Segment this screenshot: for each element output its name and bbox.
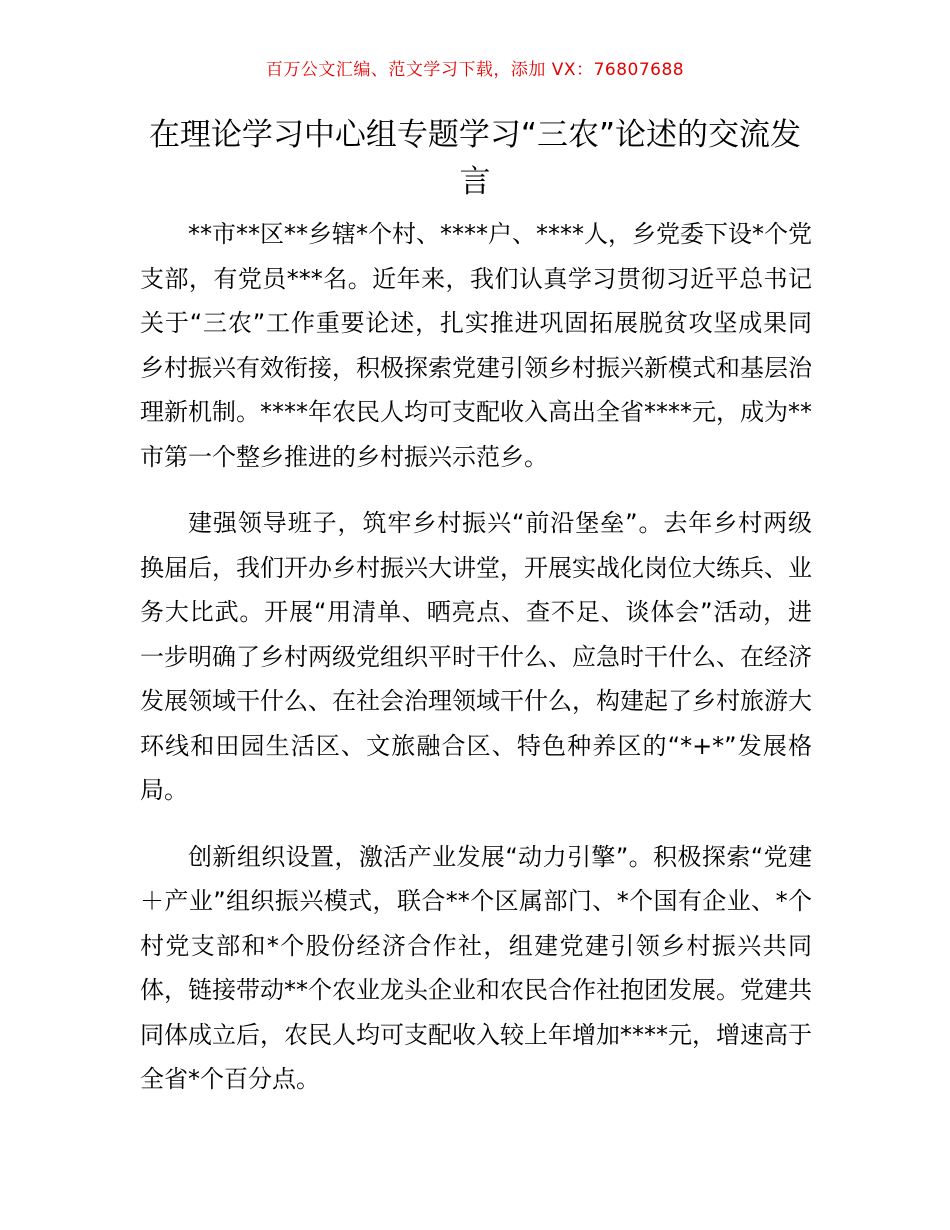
paragraph-organization: 创新组织设置，激活产业发展“动力引擎”。积极探索“党建＋产业”组织振兴模式，联合**个区属部门、*个国有企业、*个村党支部和*个股份经济合作社，组建党建引领乡村振兴共同体，链接带动**个农业龙头企业和农民合作社抱团发展。党建共同体成立后，农民人均可支配收入较上年增加****元，增速高于全省*个百分点。 (140, 842, 812, 1093)
paragraph-intro: **市**区**乡辖*个村、****户、****人，乡党委下设*个党支部，有党员***名。近年来，我们认真学习贯彻习近平总书记关于“三农”工作重要论述，扎实推进巩固拓展脱贫攻坚成果同乡村振兴有效衔接，积极探索党建引领乡村振兴新模式和基层治理新机制。****年农民人均可支配收入高出全省****元，成为**市第一个整乡推进的乡村振兴示范乡。 (140, 220, 812, 471)
document-body (140, 212, 812, 1124)
header-promo-note: 百万公文汇编、范文学习下载，添加 VX：76807688 (265, 60, 685, 80)
document-title: 在理论学习中心组专题学习“三农”论述的交流发言 (148, 117, 802, 200)
paragraph-leadership: 建强领导班子，筑牢乡村振兴“前沿堡垒”。去年乡村两级换届后，我们开办乡村振兴大讲堂，开展实战化岗位大练兵、业务大比武。开展“用清单、晒亮点、查不足、谈体会”活动，进一步明确了乡村两级党组织平时干什么、应急时干什么、在经济发展领域干什么、在社会治理领域干什么，构建起了乡村旅游大环线和田园生活区、文旅融合区、特色种养区的“*+*”发展格局。 (140, 509, 812, 804)
